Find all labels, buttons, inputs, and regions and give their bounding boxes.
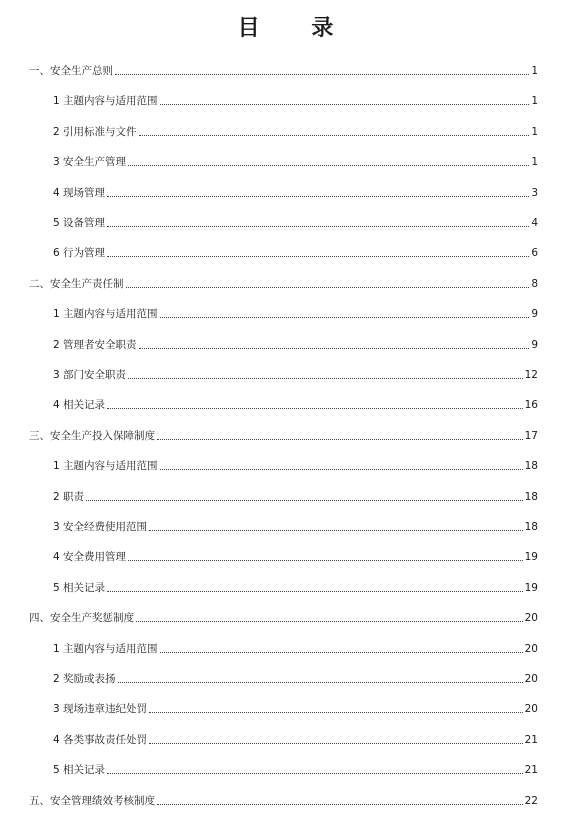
- toc-dot-leader: [149, 712, 523, 713]
- toc-page-number: 20: [524, 642, 538, 655]
- toc-section-entry[interactable]: [53, 731, 538, 749]
- toc-entry-title: 1 主题内容与适用范围: [53, 95, 158, 108]
- toc-page-number: 18: [524, 490, 538, 503]
- toc-dot-leader: [107, 226, 529, 227]
- toc-section-entry[interactable]: [53, 761, 538, 779]
- toc-entry-title: 1 主题内容与适用范围: [53, 460, 158, 473]
- toc-section-entry[interactable]: [53, 153, 538, 171]
- toc-dot-leader: [149, 743, 523, 744]
- toc-entry-title: 2 职责: [53, 490, 85, 503]
- toc-entry-title: 4 现场管理: [53, 186, 106, 199]
- toc-entry-title: 5 设备管理: [53, 217, 106, 229]
- toc-page-number: 21: [524, 733, 538, 746]
- toc-dot-leader: [160, 469, 523, 470]
- toc-page-number: 12: [524, 369, 538, 381]
- toc-page-number: 1: [531, 125, 538, 138]
- toc-section-entry[interactable]: [53, 548, 538, 566]
- toc-entry-title: 2 引用标准与文件: [53, 125, 137, 138]
- toc-dot-leader: [128, 560, 523, 561]
- toc-page-number: 22: [524, 794, 538, 807]
- toc-entry-title: 五、安全管理绩效考核制度: [29, 794, 155, 807]
- toc-page-number: 1: [531, 95, 538, 108]
- toc-section-entry[interactable]: [53, 488, 538, 506]
- toc-dot-leader: [160, 104, 530, 105]
- toc-page-number: 20: [524, 673, 538, 685]
- toc-entry-title: 6 行为管理: [53, 247, 106, 260]
- toc-section-entry[interactable]: [53, 579, 538, 597]
- toc-entry-title: 1 主题内容与适用范围: [53, 308, 158, 321]
- toc-dot-leader: [118, 682, 523, 683]
- toc-page-number: 17: [524, 429, 538, 442]
- toc-page-number: 19: [524, 581, 538, 594]
- toc-dot-leader: [107, 773, 523, 774]
- toc-dot-leader: [107, 256, 529, 257]
- toc-entry-title: 一、安全生产总则: [29, 65, 113, 77]
- toc-page-number: 8: [531, 277, 538, 290]
- toc-entry-title: 5 相关记录: [53, 581, 106, 594]
- toc-entry-title: 3 现场违章违纪处罚: [53, 703, 148, 716]
- toc-chapter-entry[interactable]: [29, 275, 538, 293]
- toc-dot-leader: [139, 135, 530, 136]
- toc-entry-title: 二、安全生产责任制: [29, 277, 124, 290]
- toc-section-entry[interactable]: [53, 670, 538, 688]
- toc-dot-leader: [126, 287, 530, 288]
- toc-dot-leader: [86, 500, 523, 501]
- toc-entry-title: 2 管理者安全职责: [53, 338, 137, 351]
- toc-section-entry[interactable]: [53, 396, 538, 414]
- toc-dot-leader: [128, 378, 523, 379]
- toc-entry-title: 4 相关记录: [53, 399, 106, 412]
- toc-section-entry[interactable]: [53, 700, 538, 718]
- toc-chapter-entry[interactable]: [29, 62, 538, 80]
- toc-dot-leader: [107, 591, 523, 592]
- toc-page-number: 4: [531, 217, 538, 229]
- toc-section-entry[interactable]: [53, 92, 538, 110]
- toc-dot-leader: [149, 530, 523, 531]
- toc-page-number: 3: [531, 186, 538, 199]
- toc-dot-leader: [157, 804, 523, 805]
- toc-page-number: 1: [531, 156, 538, 169]
- toc-entry-title: 3 部门安全职责: [53, 369, 127, 381]
- toc-entry-title: 4 安全费用管理: [53, 551, 127, 564]
- toc-section-entry[interactable]: [53, 305, 538, 323]
- toc-dot-leader: [160, 652, 523, 653]
- page-title: 目 录: [237, 16, 356, 41]
- toc-page-number: 21: [524, 764, 538, 777]
- toc-dot-leader: [136, 621, 523, 622]
- toc-page-number: 9: [531, 338, 538, 351]
- toc-entry-title: 3 安全经费使用范围: [53, 521, 148, 533]
- toc-dot-leader: [107, 408, 523, 409]
- toc-page-number: 18: [524, 521, 538, 533]
- toc-section-entry[interactable]: [53, 457, 538, 475]
- toc-entry-title: 1 主题内容与适用范围: [53, 642, 158, 655]
- toc-entry-title: 3 安全生产管理: [53, 156, 127, 169]
- toc-page-number: 20: [524, 612, 538, 625]
- toc-chapter-entry[interactable]: [29, 609, 538, 627]
- toc-chapter-entry[interactable]: [29, 427, 538, 445]
- toc-dot-leader: [115, 74, 529, 75]
- toc-page-number: 6: [531, 247, 538, 260]
- toc-dot-leader: [157, 439, 523, 440]
- toc-dot-leader: [128, 165, 529, 166]
- toc-page-number: 19: [524, 551, 538, 564]
- toc-section-entry[interactable]: [53, 244, 538, 262]
- toc-section-entry[interactable]: [53, 214, 538, 232]
- toc-section-entry[interactable]: [53, 366, 538, 384]
- toc-entry-title: 5 相关记录: [53, 764, 106, 777]
- toc-page-number: 18: [524, 460, 538, 473]
- toc-dot-leader: [107, 196, 529, 197]
- toc-entry-title: 三、安全生产投入保障制度: [29, 429, 155, 442]
- toc-entry-title: 2 奖励或表扬: [53, 673, 116, 685]
- toc-dot-leader: [160, 317, 530, 318]
- toc-section-entry[interactable]: [53, 518, 538, 536]
- toc-section-entry[interactable]: [53, 123, 538, 141]
- toc-page-number: 16: [524, 399, 538, 412]
- toc-page-number: 9: [531, 308, 538, 321]
- toc-page-number: 20: [524, 703, 538, 716]
- toc-dot-leader: [139, 348, 530, 349]
- toc-section-entry[interactable]: [53, 336, 538, 354]
- toc-section-entry[interactable]: [53, 184, 538, 202]
- toc-page-number: 1: [531, 65, 538, 77]
- toc-chapter-entry[interactable]: [29, 792, 538, 810]
- toc-section-entry[interactable]: [53, 640, 538, 658]
- toc-entry-title: 4 各类事故责任处罚: [53, 733, 148, 746]
- toc-entry-title: 四、安全生产奖惩制度: [29, 612, 134, 625]
